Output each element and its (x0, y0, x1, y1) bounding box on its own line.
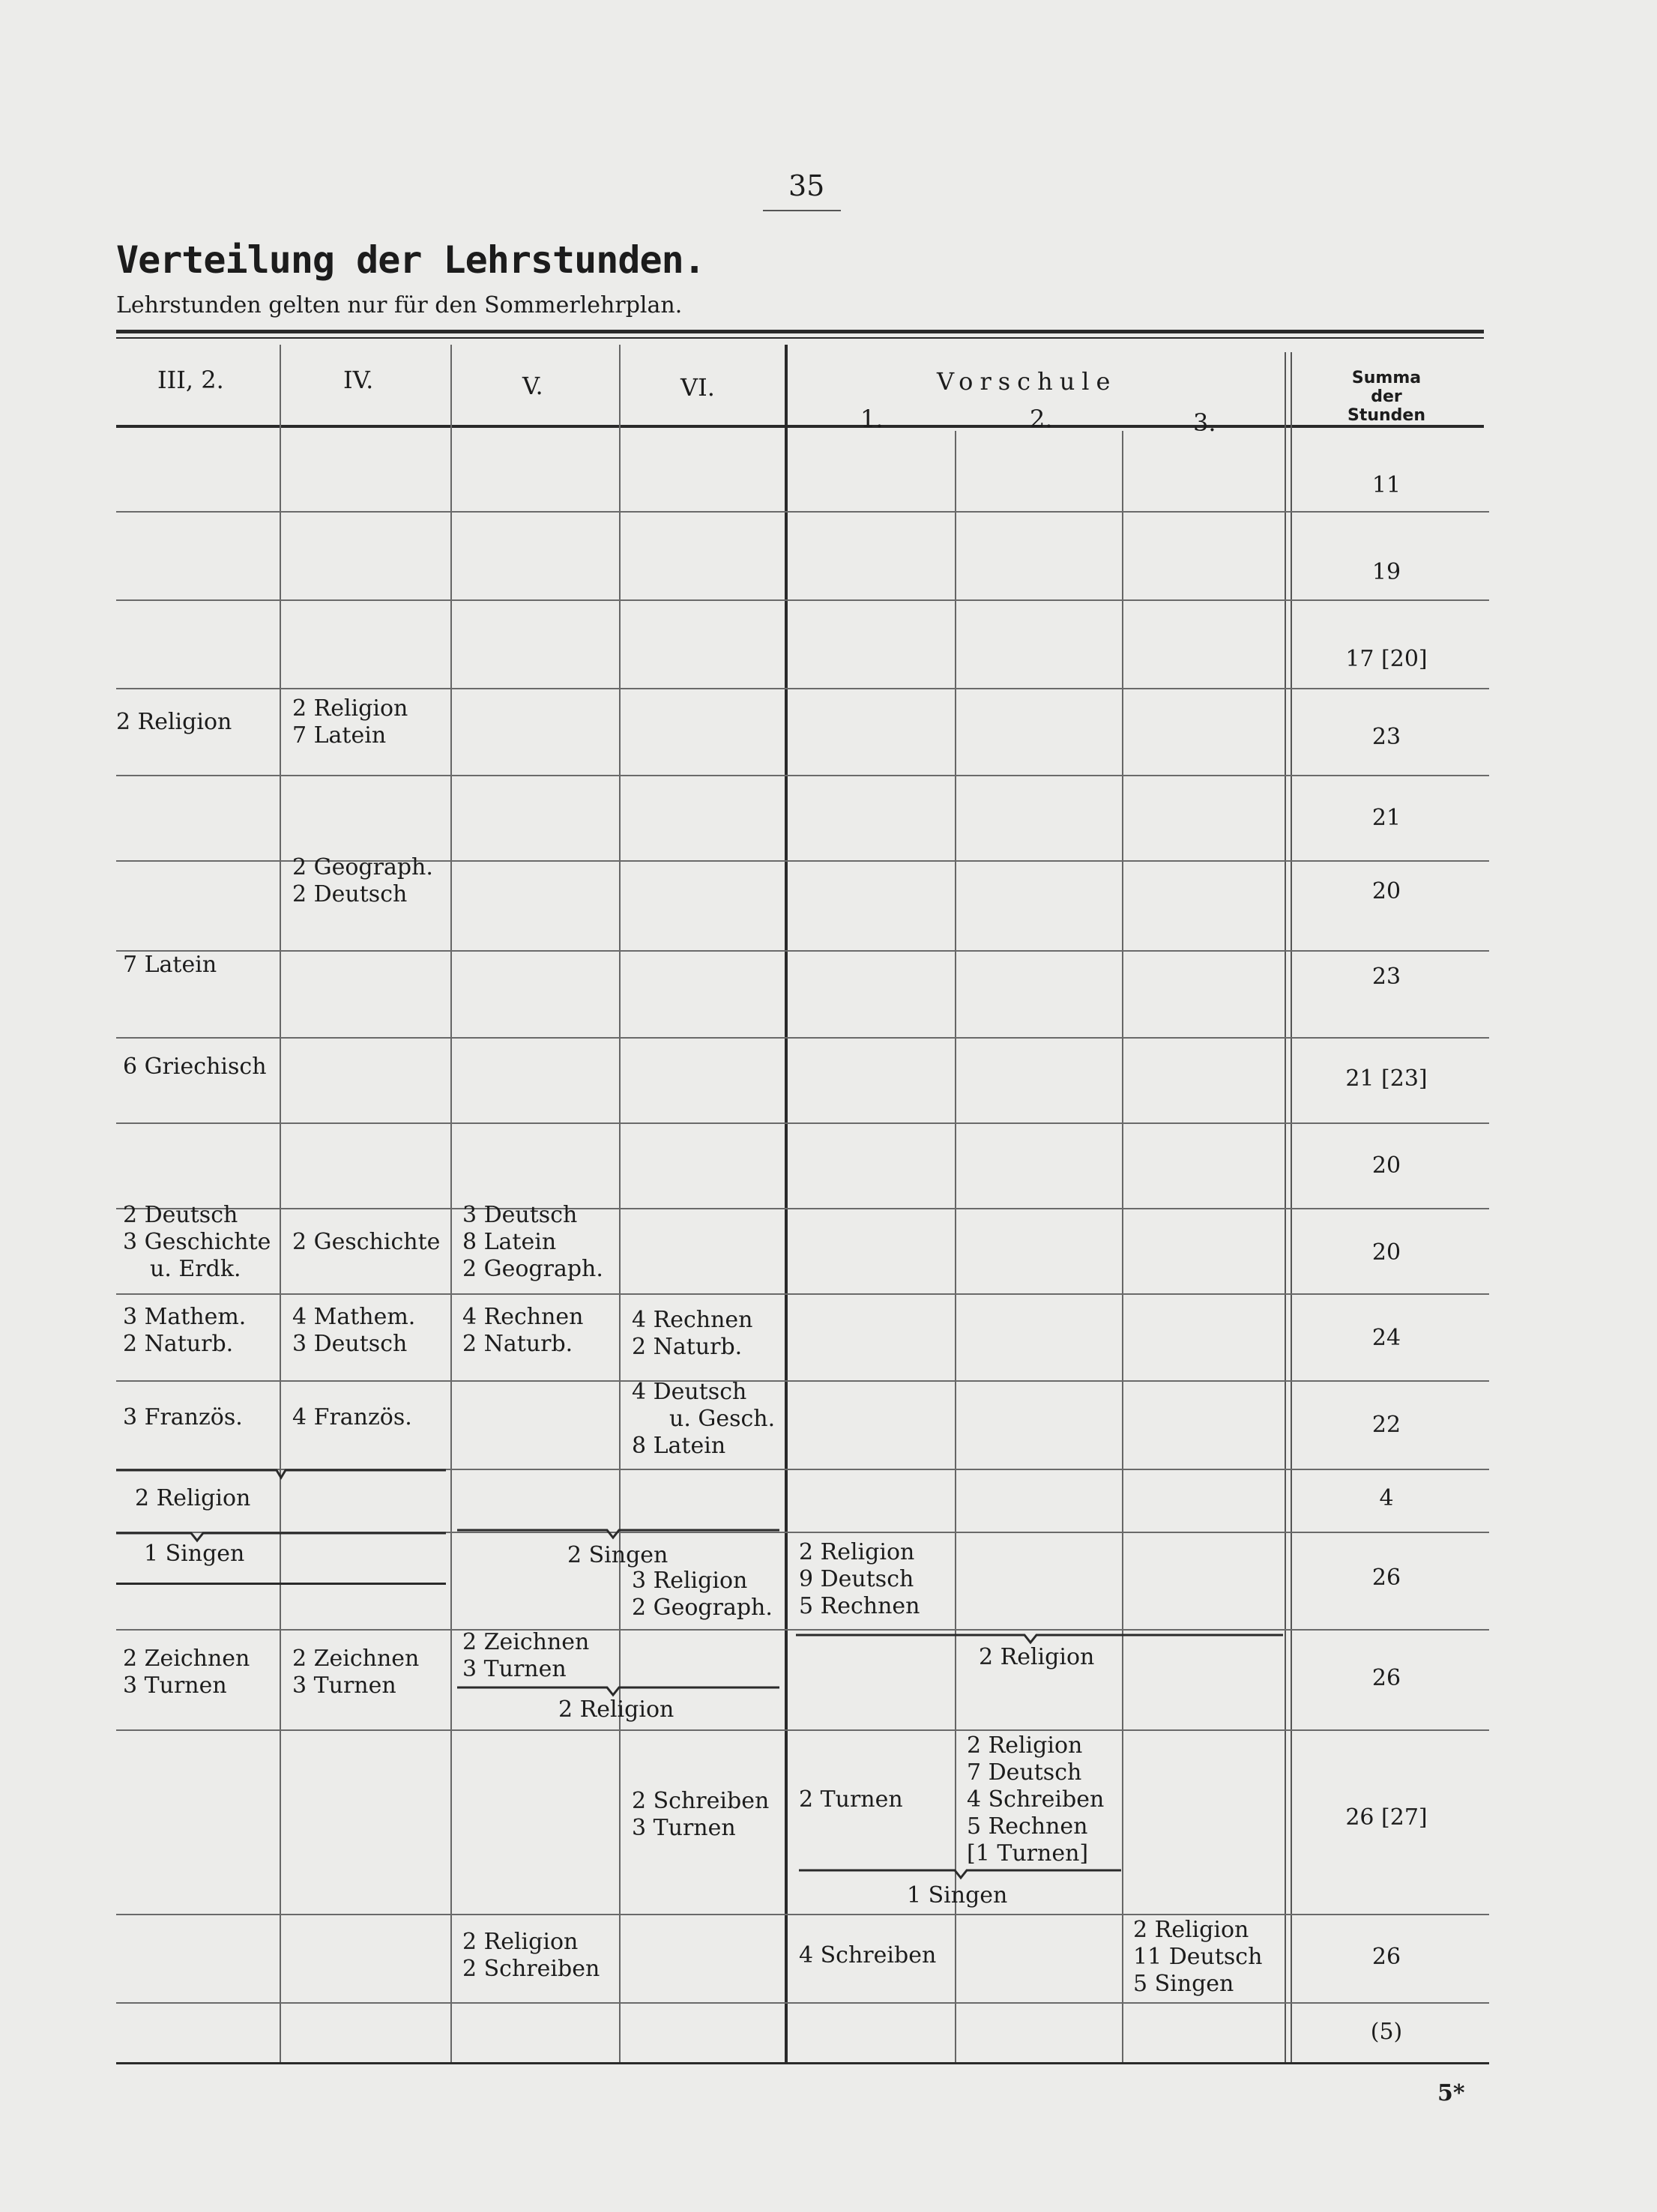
header-vorschule-3: 3. (1193, 408, 1216, 437)
cell-line: 2 Zeichnen (292, 1646, 420, 1672)
header-summa (1338, 369, 1434, 425)
cell-line: 3 Turnen (632, 1815, 736, 1841)
sum-cell: 17 [20] (1345, 646, 1428, 672)
sum-cell: 26 (1371, 1944, 1401, 1970)
sum-cell: 19 (1371, 559, 1401, 585)
cell-line: u. Gesch. (669, 1406, 776, 1432)
row-rule (116, 688, 1489, 689)
row-rule (116, 775, 1489, 776)
cell-line: 2 Religion (1133, 1917, 1249, 1943)
cell-line: 2 Naturb. (462, 1331, 573, 1357)
sum-cell: 21 (1371, 805, 1401, 831)
header-vorschule-1: 1. (860, 405, 884, 433)
sum-cell: 20 (1371, 1239, 1401, 1266)
cell-line: 5 Singen (1133, 1971, 1234, 1997)
cell-line: 3 Geschichte (123, 1229, 271, 1255)
col-rule-sum-b (1291, 352, 1292, 2062)
row-rule (116, 1293, 1489, 1295)
cell-line: 4 Schreiben (799, 1942, 937, 1968)
cell-line: 2 Religion (116, 709, 232, 735)
cell-iv (292, 1304, 415, 1358)
header-summa-line-2: der (1371, 387, 1402, 406)
row-rule (116, 1037, 1489, 1039)
cell-iv (292, 1229, 440, 1256)
joint-cell-v-vi: 2 Singen (567, 1542, 668, 1568)
col-rule-iii-iv (280, 345, 281, 2062)
header-iii-2: III, 2. (157, 366, 224, 394)
sum-cell: 4 (1379, 1485, 1394, 1511)
joint-cell-iii2-iv: 1 Singen (144, 1541, 245, 1567)
row-rule (116, 950, 1489, 952)
cell-line: 2 Religion (967, 1732, 1083, 1759)
brace-vs1-vs2 (799, 1869, 1121, 1881)
table-top-rule-thin (116, 337, 1484, 339)
row-rule (116, 2002, 1489, 2004)
signature-mark: 5* (1437, 2080, 1465, 2106)
cell-line: 2 Geograph. (632, 1595, 773, 1621)
header-vorschule-2: 2. (1030, 405, 1053, 433)
cell-line: 3 Religion (632, 1568, 748, 1594)
sum-cell: 21 [23] (1345, 1066, 1428, 1092)
page-number: 35 (788, 169, 825, 202)
cell-line: 4 Deutsch (632, 1379, 747, 1405)
header-vi: VI. (680, 373, 715, 402)
cell-line: 2 Schreiben (462, 1956, 600, 1982)
sum-cell: 26 (1371, 1665, 1401, 1691)
cell-line: 7 Deutsch (967, 1759, 1082, 1786)
col-rule-vs2-vs3 (1122, 431, 1123, 2062)
cell-line: 3 Turnen (462, 1656, 567, 1682)
cell-line: 3 Mathem. (123, 1304, 247, 1330)
cell-line: 8 Latein (632, 1433, 726, 1459)
row-rule (116, 1380, 1489, 1382)
cell-line: 2 Religion (292, 695, 408, 722)
cell-v (462, 1929, 600, 1983)
sum-cell: (5) (1370, 2019, 1403, 2045)
joint-cell-v-vi: 2 Religion (558, 1696, 674, 1723)
cell-line: u. Erdk. (150, 1256, 241, 1282)
row-rule (116, 1208, 1489, 1209)
cell-line: 2 Geograph. (292, 854, 433, 880)
cell-line: 2 Deutsch (292, 881, 408, 907)
cell-vi (632, 1379, 775, 1460)
sum-cell: 24 (1371, 1325, 1401, 1351)
cell-line: 2 Geschichte (292, 1229, 441, 1255)
joint-cell-vorschule: 2 Religion (979, 1644, 1095, 1670)
header-bottom-rule (116, 425, 1484, 428)
cell-line: 2 Naturb. (632, 1334, 743, 1360)
row-rule (116, 1629, 1489, 1631)
header-iv: IV. (343, 366, 374, 394)
cell-iv (292, 695, 408, 749)
cell-iii2 (116, 709, 232, 736)
cell-line: 2 Schreiben (632, 1788, 770, 1814)
cell-line: 7 Latein (123, 952, 217, 978)
cell-v (462, 1629, 589, 1683)
cell-line: 5 Rechnen (799, 1593, 920, 1619)
page-number-rule (763, 210, 841, 211)
cell-line: 2 Naturb. (123, 1331, 234, 1357)
cell-vi (632, 1788, 769, 1842)
cell-vs2 (967, 1732, 1104, 1867)
col-rule-vi-vorschule (785, 345, 788, 2062)
cell-line: 7 Latein (292, 722, 387, 749)
cell-line: 2 Zeichnen (462, 1629, 590, 1655)
cell-iii2 (123, 1646, 250, 1699)
cell-line: 2 Zeichnen (123, 1646, 250, 1672)
page-subtitle: Lehrstunden gelten nur für den Sommerlehrplan. (116, 292, 683, 318)
page-title: Verteilung der Lehrstunden. (116, 238, 705, 282)
cell-line: 2 Religion (462, 1929, 579, 1955)
cell-iv (292, 1646, 419, 1699)
table-bottom-rule (116, 2062, 1489, 2064)
cell-vs1 (799, 1786, 903, 1813)
cell-line: 2 Geograph. (462, 1256, 603, 1282)
joint-cell-vs1-vs2: 1 Singen (907, 1882, 1008, 1909)
col-rule-v-vi (619, 345, 621, 2062)
cell-line: 9 Deutsch (799, 1566, 914, 1592)
cell-line: 4 Mathem. (292, 1304, 416, 1330)
sum-cell: 11 (1371, 472, 1401, 498)
cell-line: 3 Deutsch (292, 1331, 408, 1357)
cell-line: 6 Griechisch (123, 1054, 267, 1080)
table-top-rule (116, 330, 1484, 333)
cell-line: 3 Französ. (123, 1404, 243, 1430)
col-rule-sum-a (1285, 352, 1286, 2062)
sum-cell: 26 (1371, 1565, 1401, 1591)
cell-iv (292, 854, 433, 908)
cell-v (462, 1202, 603, 1283)
cell-vi (632, 1568, 773, 1622)
cell-line: 5 Rechnen (967, 1813, 1088, 1840)
cell-iii2 (123, 1054, 267, 1081)
cell-vs1 (799, 1942, 936, 1969)
cell-vi (632, 1307, 752, 1361)
joint-cell-iii2-iv: 2 Religion (135, 1485, 251, 1511)
cell-line: 4 Schreiben (967, 1786, 1105, 1813)
sum-cell: 20 (1371, 878, 1401, 904)
cell-line: [1 Turnen] (967, 1840, 1089, 1867)
brace-iii2-iv (116, 1469, 446, 1481)
cell-iii2 (123, 1404, 243, 1431)
cell-line: 8 Latein (462, 1229, 557, 1255)
cell-iii2 (123, 952, 217, 979)
cell-line: 3 Turnen (123, 1672, 227, 1699)
header-v: V. (522, 372, 543, 400)
cell-line: 3 Deutsch (462, 1202, 578, 1228)
cell-line: 2 Turnen (799, 1786, 903, 1813)
cell-iii2 (123, 1202, 271, 1283)
header-vorschule: Vorschule (937, 367, 1117, 396)
row-rule (116, 1122, 1489, 1124)
row-rule (116, 511, 1489, 513)
sum-cell: 20 (1371, 1152, 1401, 1179)
row-rule (116, 599, 1489, 601)
cell-line: 2 Religion (799, 1539, 915, 1565)
cell-line: 2 Deutsch (123, 1202, 238, 1228)
cell-v (462, 1304, 583, 1358)
sum-cell: 26 [27] (1345, 1804, 1428, 1831)
row-rule (116, 1729, 1489, 1731)
brace-v-vi (457, 1529, 779, 1541)
col-rule-iv-v (450, 345, 452, 2062)
cell-vs1 (799, 1539, 920, 1620)
cell-iv (292, 1404, 412, 1431)
cell-line: 4 Rechnen (462, 1304, 584, 1330)
sum-cell: 22 (1371, 1412, 1401, 1438)
sum-cell: 23 (1371, 724, 1401, 750)
cell-line: 3 Turnen (292, 1672, 396, 1699)
cell-line: 4 Rechnen (632, 1307, 753, 1333)
cell-line: 4 Französ. (292, 1404, 412, 1430)
header-summa-line-3: Stunden (1347, 406, 1426, 425)
cell-iii2 (123, 1304, 246, 1358)
joint-underline (116, 1583, 446, 1585)
cell-line: 11 Deutsch (1133, 1944, 1263, 1970)
sum-cell: 23 (1371, 964, 1401, 990)
header-summa-line-1: Summa (1351, 369, 1422, 387)
col-rule-vs1-vs2 (955, 431, 956, 2062)
row-rule (116, 1914, 1489, 1915)
cell-vs3 (1133, 1917, 1262, 1998)
